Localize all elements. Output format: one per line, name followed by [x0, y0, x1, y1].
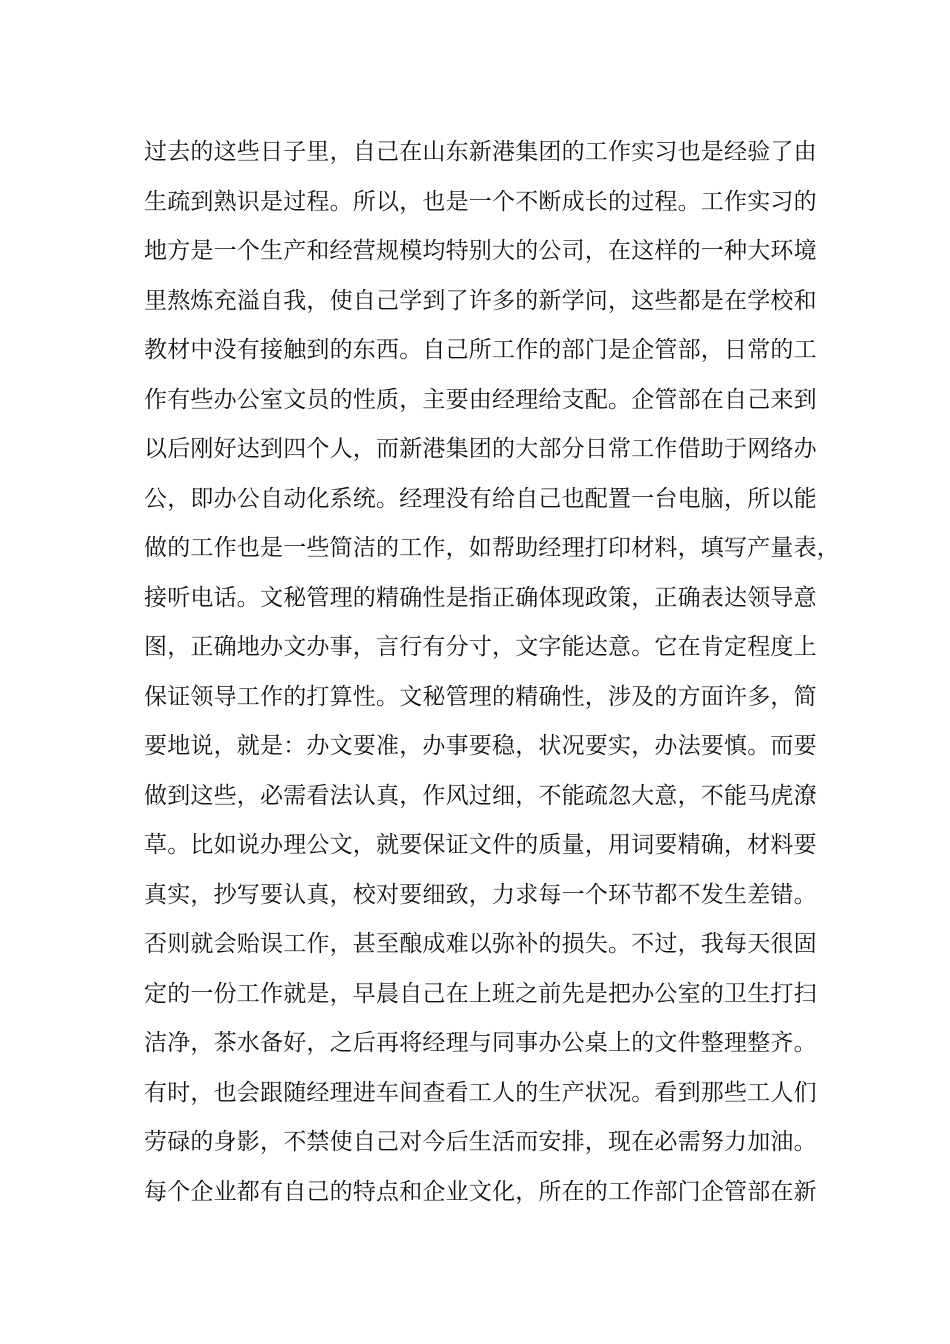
text-line-19: 洁净，茶水备好，之后再将经理与同事办公桌上的文件整理整齐。	[144, 1030, 817, 1056]
text-line-7: 以后刚好达到四个人，而新港集团的大部分日常工作借助于网络办	[144, 436, 817, 462]
text-line-10: 接听电话。文秘管理的精确性是指正确体现政策，正确表达领导意	[144, 584, 817, 611]
text-line-9: 做的工作也是一些简洁的工作，如帮助经理打印材料，填写产量表，	[144, 535, 840, 561]
text-line-15: 草。比如说办理公文，就要保证文件的质量，用词要精确，材料要	[144, 832, 817, 858]
text-line-14: 做到这些，必需看法认真，作风过细，不能疏忽大意，不能马虎潦	[144, 782, 817, 809]
text-line-22: 每个企业都有自己的特点和企业文化，所在的工作部门企管部在新	[144, 1178, 817, 1205]
text-line-1: 过去的这些日子里，自己在山东新港集团的工作实习也是经验了由	[144, 139, 817, 165]
body-text	[144, 128, 844, 1217]
text-line-17: 否则就会贻误工作，甚至酿成难以弥补的损失。不过，我每天很固	[144, 931, 817, 957]
text-line-11: 图，正确地办文办事，言行有分寸，文字能达意。它在肯定程度上	[144, 634, 817, 660]
text-line-20: 有时，也会跟随经理进车间查看工人的生产状况。看到那些工人们	[144, 1079, 817, 1106]
text-line-8: 公，即办公自动化系统。经理没有给自己也配置一台电脑，所以能	[144, 485, 817, 512]
text-line-18: 定的一份工作就是，早晨自己在上班之前先是把办公室的卫生打扫	[144, 980, 817, 1007]
text-line-12: 保证领导工作的打算性。文秘管理的精确性，涉及的方面许多，简	[144, 683, 817, 710]
text-line-6: 作有些办公室文员的性质，主要由经理给支配。企管部在自己来到	[144, 386, 817, 413]
text-line-5: 教材中没有接触到的东西。自己所工作的部门是企管部，日常的工	[144, 337, 817, 363]
text-line-16: 真实，抄写要认真，校对要细致，力求每一个环节都不发生差错。	[144, 881, 817, 908]
text-line-3: 地方是一个生产和经营规模均特别大的公司，在这样的一种大环境	[144, 238, 817, 264]
text-line-13: 要地说，就是：办文要准，办事要稳，状况要实，办法要慎。而要	[144, 733, 817, 759]
text-line-4: 里熬炼充溢自我，使自己学到了许多的新学问，这些都是在学校和	[144, 287, 817, 314]
text-line-21: 劳碌的身影，不禁使自己对今后生活而安排，现在必需努力加油。	[144, 1129, 817, 1155]
text-line-2: 生疏到熟识是过程。所以，也是一个不断成长的过程。工作实习的	[144, 188, 817, 215]
